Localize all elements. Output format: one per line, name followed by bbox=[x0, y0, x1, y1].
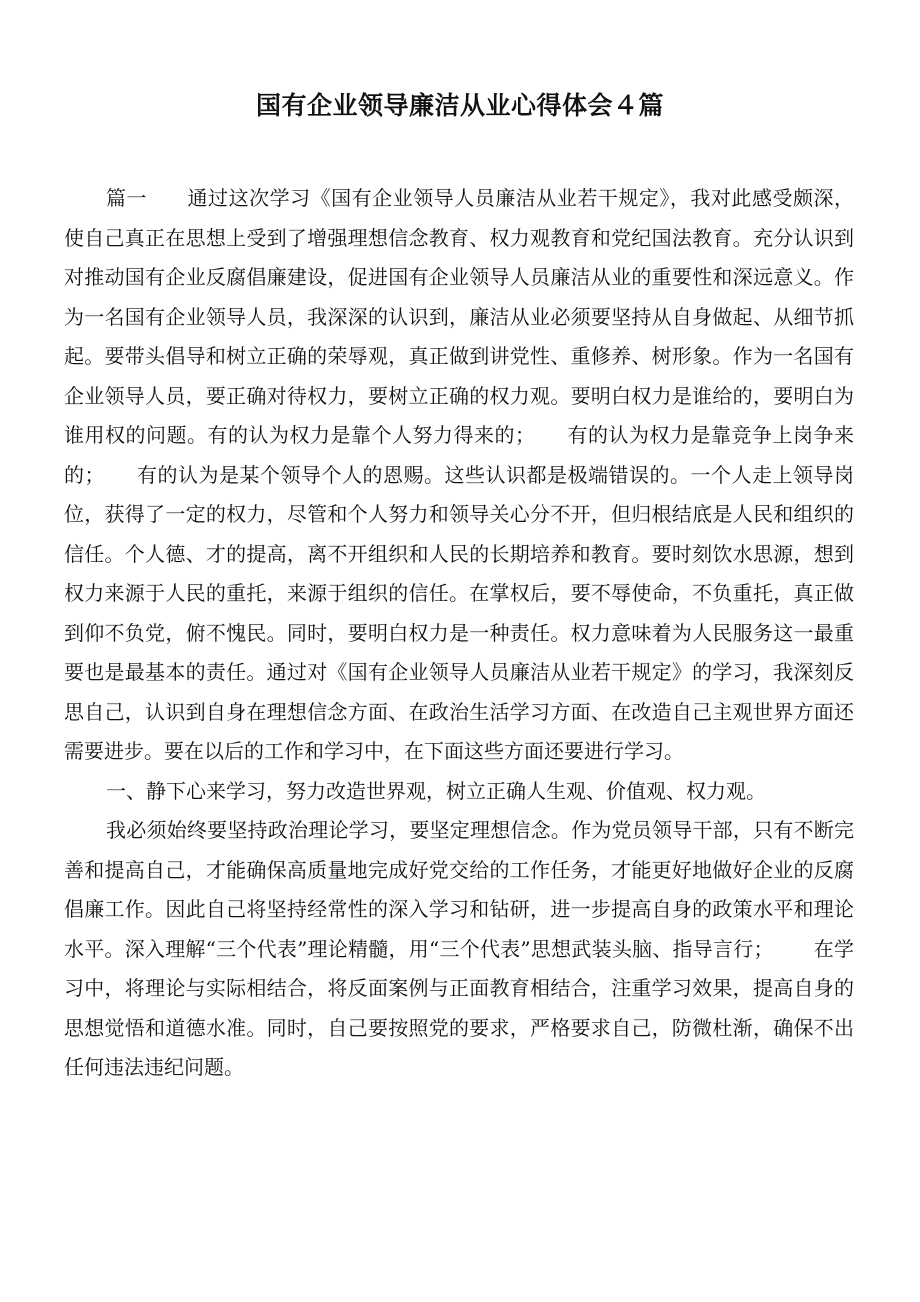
document-body bbox=[64, 179, 854, 1088]
paragraph-1-part-1: 通过这次学习《国有企业领导人员廉洁从业若干规定》，我对此感受颇深，使自己真正在思想上受到了增强理想信念教育、权力观教育和党纪国法教育。充分认识到对推动国有企业反腐倡廉建设，促进国有企业领导人员廉洁从业的重要性和深远意义。作为一名国有企业领导人员，我深深的认识到，廉洁从业必须要坚持从自身做起、从细节抓起。要带头倡导和树立正确的荣辱观，真正做到讲党性、重修养、树形象。作为一名国有企业领导人员，要正确对待权力，要树立正确的权力观。要明白权力是谁给的，要明白为谁用权的问题。有的认为权力是靠个人努力得来的； bbox=[64, 186, 855, 447]
section-label: 篇一 bbox=[106, 186, 148, 210]
paragraph-3-part-2: 在学习中，将理论与实际相结合，将反面案例与正面教育相结合，注重学习效果，提高自身的思想觉悟和道德水准。同时，自己要按照党的要求，严格要求自己，防微杜渐，确保不出任何违法违纪问题。 bbox=[64, 936, 854, 1079]
paragraph-1-part-3: 有的认为是某个领导个人的恩赐。这些认识都是极端错误的。一个人走上领导岗位，获得了一定的权力，尽管和个人努力和领导关心分不开，但归根结底是人民和组织的信任。个人德、才的提高，离不开组织和人民的长期培养和教育。要时刻饮水思源，想到权力来源于人民的重托，来源于组织的信任。在掌权后，要不辱使命，不负重托，真正做到仰不负党，俯不愧民。同时，要明白权力是一种责任。权力意味着为人民服务这一最重要也是最基本的责任。通过对《国有企业领导人员廉洁从业若干规定》的学习，我深刻反思自己，认识到自身在理想信念方面、在政治生活学习方面、在改造自己主观世界方面还需要进步。要在以后的工作和学习中，在下面这些方面还要进行学习。 bbox=[64, 462, 854, 763]
paragraph-1-part-2: 有的认为权力是靠竞争上岗争来的； bbox=[64, 423, 854, 487]
paragraph-3-part-1: 我必须始终要坚持政治理论学习，要坚定理想信念。作为党员领导干部，只有不断完善和提高自己，才能确保高质量地完成好党交给的工作任务，才能更好地做好企业的反腐倡廉工作。因此自己将坚持经常性的深入学习和钻研，进一步提高自身的政策水平和理论水平。深入理解“三个代表”理论精髓，用“三个代表”思想武装头脑、指导言行； bbox=[64, 818, 854, 961]
document-title: 国有企业领导廉洁从业心得体会４篇 bbox=[255, 91, 664, 120]
paragraph-1 bbox=[64, 179, 854, 772]
paragraph-3 bbox=[64, 811, 854, 1088]
paragraph-2-heading: 一、静下心来学习，努力改造世界观，树立正确人生观、价值观、权力观。 bbox=[106, 778, 766, 803]
